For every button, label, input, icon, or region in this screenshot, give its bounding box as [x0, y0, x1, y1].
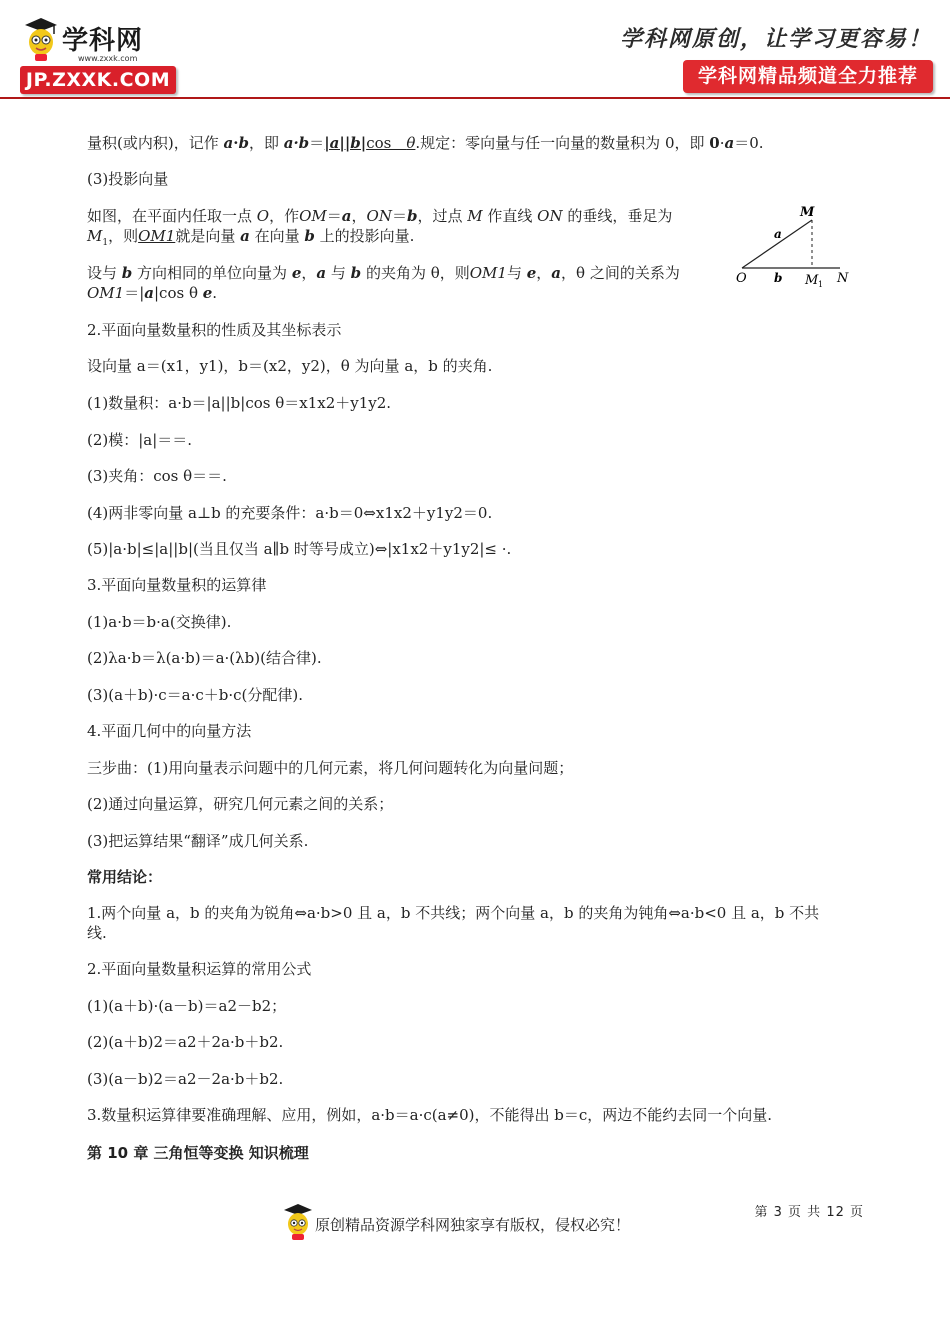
logo-url-bar	[20, 66, 176, 94]
label-M: M	[800, 205, 815, 220]
text: M	[87, 227, 103, 245]
label-M1: M	[805, 273, 819, 288]
label-a: a	[774, 227, 782, 241]
text: ，过点	[417, 207, 468, 225]
text: 设与	[87, 264, 122, 282]
page-header	[0, 0, 950, 100]
text: b	[121, 264, 133, 282]
text: a	[240, 227, 250, 245]
label-M1-subscript: 1	[818, 280, 824, 289]
conclusion-2-title: 2.平面向量数量积运算的常用公式	[87, 960, 312, 978]
footer-mascot-icon	[283, 1203, 313, 1241]
text: a	[551, 264, 562, 282]
conclusion-1-line-1: 1.两个向量 a，b 的夹角为锐角⇔a·b>0 且 a，b 不共线；两个向量 a，b 的夹角为钝角⇔a·b<0 且 a，b 不共	[87, 904, 820, 922]
heading-projection: (3)投影向量	[87, 170, 169, 188]
conclusion-3: 3.数量积运算律要准确理解、应用，例如，a·b＝a·c(a≠0)，不能得出 b＝c，两边不能约去同一个向量.	[87, 1106, 773, 1124]
text: a	[144, 284, 154, 302]
text: .	[212, 284, 218, 302]
page-number: 第 3 页 共 12 页	[754, 1205, 864, 1220]
text: 上的投影向量.	[314, 227, 415, 245]
text: 在向量	[249, 227, 305, 245]
formula-dot-product: (1)数量积：a·b＝|a||b|cos θ＝x1x2＋y1y2.	[87, 394, 392, 412]
recommend-text: 学科网精品频道全力推荐	[697, 65, 918, 87]
copyright-notice: 原创精品资源学科网独家享有版权，侵权必究！	[315, 1216, 631, 1234]
projection-diagram	[732, 200, 862, 295]
formula-perpendicular: (4)两非零向量 a⊥b 的充要条件：a·b＝0⇔x1x2＋y1y2＝0.	[87, 504, 493, 522]
text: 与	[326, 264, 351, 282]
label-O: O	[736, 271, 747, 286]
text: ，则	[108, 227, 139, 245]
text: ON	[537, 207, 563, 225]
text: e	[202, 284, 213, 302]
text: 与	[506, 264, 527, 282]
text: b	[350, 264, 362, 282]
heading-section-3: 3.平面向量数量积的运算律	[87, 576, 267, 594]
heading-common-conclusions: 常用结论：	[87, 868, 163, 886]
heading-section-4: 4.平面几何中的向量方法	[87, 722, 252, 740]
text: 方向相同的单位向量为	[132, 264, 292, 282]
text: ＝	[309, 134, 325, 152]
text: b	[304, 227, 315, 245]
text: e	[526, 264, 537, 282]
formula-inequality: (5)|a·b|≤|a||b|(当且仅当 a∥b 时等号成立)⇔|x1x2＋y1y2|≤ ·.	[87, 540, 512, 558]
law-distributive: (3)(a＋b)·c＝a·c＋b·c(分配律).	[87, 686, 304, 704]
text: b	[238, 134, 249, 152]
text: a	[316, 264, 327, 282]
text: ＝|	[124, 284, 145, 302]
text: .规定：零向量与任一向量的数量积为 0，即	[415, 134, 710, 152]
text: 量积(或内积)，记作	[87, 134, 224, 152]
steps-2: (2)通过向量运算，研究几何元素之间的关系；	[87, 795, 394, 813]
chapter-10-heading: 第 10 章 三角恒等变换 知识梳理	[87, 1144, 309, 1162]
formula-modulus: (2)模：|a|＝＝.	[87, 431, 193, 449]
text: ，	[536, 264, 552, 282]
formula-square-sum: (2)(a＋b)2＝a2＋2a·b＋b2.	[87, 1033, 284, 1051]
text: 的垂线，垂足为	[562, 207, 673, 225]
text: ＝0.	[734, 134, 764, 152]
text: 作直线	[482, 207, 538, 225]
law-commutative: (1)a·b＝b·a(交换律).	[87, 613, 232, 631]
formula-square-difference: (3)(a－b)2＝a2－2a·b＋b2.	[87, 1070, 284, 1088]
text: a	[223, 134, 234, 152]
text: 的夹角为 θ，则	[361, 264, 470, 282]
text: 就是向量	[175, 227, 241, 245]
zxxk-logo[interactable]	[18, 14, 183, 96]
text: ＝	[326, 207, 342, 225]
paragraph-dot-product-def	[87, 133, 867, 153]
mascot-icon	[24, 16, 58, 62]
text: θ	[406, 134, 416, 152]
law-associative: (2)λa·b＝λ(a·b)＝a·(λb)(结合律).	[87, 649, 322, 667]
text: |cos θ	[154, 284, 203, 302]
text: OM	[299, 207, 327, 225]
text: ON	[366, 207, 392, 225]
logo-name: 学科网	[62, 26, 144, 56]
paragraph-unit-vector	[87, 263, 727, 303]
text: |a||b|	[324, 134, 367, 152]
paragraph-projection	[87, 206, 727, 246]
text: ＝	[391, 207, 407, 225]
text: M	[467, 207, 483, 225]
recommend-banner[interactable]	[683, 60, 933, 93]
text: ，θ 之间的关系为	[561, 264, 680, 282]
paragraph-set-vectors: 设向量 a＝(x1，y1)，b＝(x2，y2)，θ 为向量 a，b 的夹角.	[87, 357, 493, 375]
text: a	[724, 134, 735, 152]
text: 如图，在平面内任取一点	[87, 207, 257, 225]
logo-url-small: www.zxxk.com	[78, 54, 138, 63]
text: ，	[301, 264, 317, 282]
text: OM1	[138, 227, 176, 245]
steps-3: (3)把运算结果“翻译”成几何关系.	[87, 832, 309, 850]
text: 0	[709, 134, 720, 152]
conclusion-1-line-2: 线.	[87, 924, 107, 942]
label-N: N	[837, 271, 849, 286]
text: ，即	[248, 134, 284, 152]
text: 1	[102, 238, 109, 248]
label-b: b	[774, 271, 783, 285]
text: b	[406, 207, 418, 225]
text: ，作	[269, 207, 300, 225]
text: a·b	[283, 134, 310, 152]
text: cos	[366, 134, 407, 152]
header-slogan: 学科网原创，让学习更容易！	[619, 26, 932, 52]
text: OM1	[87, 284, 125, 302]
text: O	[256, 207, 270, 225]
text: ·	[719, 134, 725, 152]
text: a	[341, 207, 352, 225]
header-divider	[0, 97, 950, 99]
text: ·	[233, 134, 239, 152]
steps-1: 三步曲：(1)用向量表示问题中的几何元素，将几何问题转化为向量问题；	[87, 759, 574, 777]
heading-section-2: 2.平面向量数量积的性质及其坐标表示	[87, 321, 342, 339]
text: e	[291, 264, 302, 282]
formula-angle: (3)夹角：cos θ＝＝.	[87, 467, 227, 485]
logo-url-text: JP.ZXXK.COM	[25, 69, 171, 91]
text: ，	[351, 207, 367, 225]
formula-difference-of-squares: (1)(a＋b)·(a－b)＝a2－b2；	[87, 997, 287, 1015]
text: OM1	[469, 264, 507, 282]
